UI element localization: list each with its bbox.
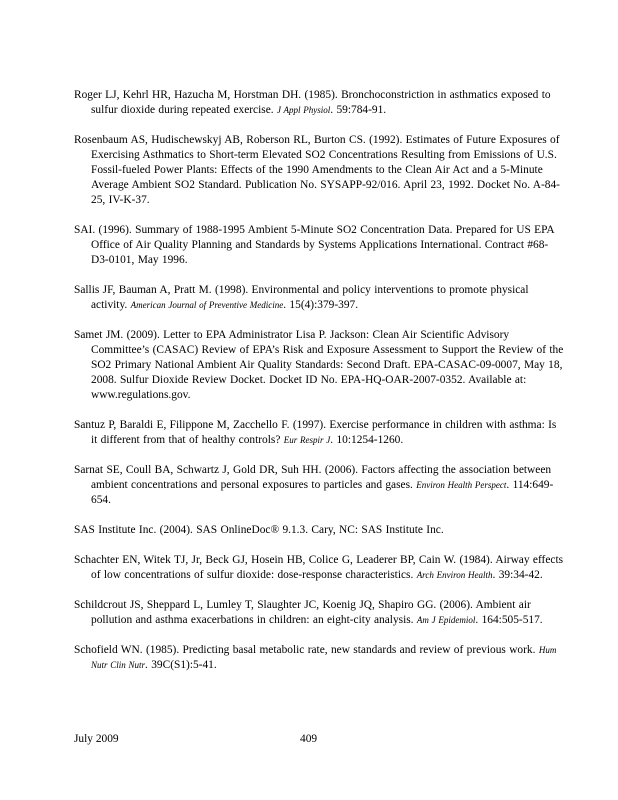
reference-text: Schofield WN. (1985). Predicting basal metabolic rate, new standards and review of previous work. (74, 644, 539, 656)
journal-name: Am J Epidemiol (416, 615, 476, 625)
reference-text: Samet JM. (2009). Letter to EPA Administrator Lisa P. Jackson: Clean Air Scientific Advisory Committee’s (CASAC) Review of EPA’s Risk and Exposure Assessment to Support the Review of the SO2 Primary National Ambient Air Quality Standards: Second Draft. EPA-CASAC-09-0007, May 18, 2008. Sulfur Dioxide Review Docket. Docket ID No. EPA-HQ-OAR-2007-0352. Available at: www.regulations.gov. (74, 329, 564, 401)
citation-details: . 39:34-42. (492, 569, 543, 581)
reference-item (74, 328, 564, 403)
reference-item (74, 88, 564, 118)
reference-text: SAI. (1996). Summary of 1988-1995 Ambient 5-Minute SO2 Concentration Data. Prepared for US EPA Office of Air Quality Planning and Standards by Systems Applications International. Contract #68-D3-0101, May 1996. (74, 224, 554, 266)
reference-list (74, 88, 564, 688)
citation-details: . 114:649-654. (91, 479, 554, 506)
journal-name: Eur Respir J (283, 435, 331, 445)
journal-name: Hum Nutr Clin Nutr (91, 645, 557, 670)
reference-text: SAS Institute Inc. (2004). SAS OnlineDoc® 9.1.3. Cary, NC: SAS Institute Inc. (74, 524, 444, 536)
citation-details: . 15(4):379-397. (283, 299, 359, 311)
journal-name: Environ Health Perspect (416, 480, 507, 490)
reference-text: Rosenbaum AS, Hudischewskyj AB, Roberson RL, Burton CS. (1992). Estimates of Future Exposures of Exercising Asthmatics to Short-term Elevated SO2 Concentrations Resulting from Emissions of U.S. Fossil-fueled Power Plants: Effects of the 1990 Amendments to the Clean Air Act and a 5-Minute Average Ambient SO2 Standard. Publication No. SYSAPP-92/016. April 23, 1992. Docket No. A-84-25, IV-K-37. (74, 134, 560, 206)
citation-details: . 164:505-517. (475, 614, 543, 626)
reference-text: Sarnat SE, Coull BA, Schwartz J, Gold DR, Suh HH. (2006). Factors affecting the association between ambient concentrations and personal exposures to particles and gases. (74, 464, 552, 491)
reference-text: Schachter EN, Witek TJ, Jr, Beck GJ, Hosein HB, Colice G, Leaderer BP, Cain W. (1984). Airway effects of low concentrations of sulfur dioxide: dose-response characteristics. (74, 554, 564, 581)
reference-item (74, 283, 564, 313)
reference-text: Schildcrout JS, Sheppard L, Lumley T, Slaughter JC, Koenig JQ, Shapiro GG. (2006). Ambient air pollution and asthma exacerbations in children: an eight-city analysis. (74, 599, 531, 626)
reference-text: Santuz P, Baraldi E, Filippone M, Zacchello F. (1997). Exercise performance in children with asthma: Is it different from that of healthy controls? (74, 419, 557, 446)
journal-name: Arch Environ Health (416, 570, 493, 580)
reference-item (74, 223, 564, 268)
reference-item (74, 553, 564, 583)
reference-item (74, 133, 564, 208)
reference-text: Roger LJ, Kehrl HR, Hazucha M, Horstman DH. (1985). Bronchoconstriction in asthmatics exposed to sulfur dioxide during repeated exercise. (74, 89, 551, 116)
reference-item (74, 643, 564, 673)
page-number: 409 (300, 733, 318, 745)
reference-item (74, 523, 564, 538)
reference-item (74, 463, 564, 508)
journal-name: American Journal of Preventive Medicine (130, 300, 284, 310)
page-footer (74, 733, 564, 749)
footer-date: July 2009 (74, 733, 119, 745)
journal-name: J Appl Physiol (276, 105, 331, 115)
citation-details: . 10:1254-1260. (330, 434, 404, 446)
reference-text: Sallis JF, Bauman A, Pratt M. (1998). Environmental and policy interventions to promote physical activity. (74, 284, 529, 311)
citation-details: . 59:784-91. (330, 104, 387, 116)
citation-details: . 39C(S1):5-41. (145, 659, 217, 671)
reference-item (74, 418, 564, 448)
reference-item (74, 598, 564, 628)
